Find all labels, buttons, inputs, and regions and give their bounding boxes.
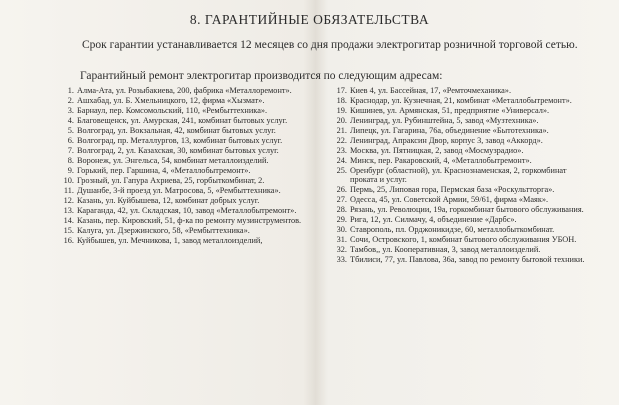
repair-addresses-heading: Гарантийный ремонт электрогитар производится по следующим адресам: [80, 70, 443, 82]
address-entry-number: 16. [63, 236, 74, 245]
address-entry [333, 116, 589, 125]
address-entry-number: 6. [67, 136, 74, 145]
address-entry-text: Оренбург (областной), ул. Краснознаменская, 2, горкомбинат проката и услуг. [350, 166, 567, 185]
address-entry [333, 215, 589, 224]
address-entry-text: Душанбе, 3-й проезд ул. Матросова, 5, «Рембыттехника». [77, 186, 281, 195]
address-entry [333, 185, 589, 194]
address-entry-number: 26. [336, 185, 347, 195]
address-entry [60, 206, 316, 215]
address-entry-text: Ленинград, ул. Рубинштейна, 5, завод «Музтехника». [350, 116, 539, 125]
address-entry-text: Ашхабад, ул. Б. Хмельницкого, 12, фирма «Хызмат». [77, 96, 265, 105]
address-entry-number: 30. [336, 225, 347, 235]
address-entry-text: Тамбов,, ул. Кооперативная, 3, завод металлоизделий. [350, 245, 541, 255]
address-entry [60, 106, 316, 115]
address-entry-text: Калуга, ул. Дзержинского, 58, «Рембыттехника». [77, 226, 250, 235]
address-entry-number: 20. [336, 116, 347, 125]
address-entry-number: 12. [63, 196, 74, 205]
address-entry-text: Тбилиси, 77, ул. Павлова, 36а, завод по ремонту бытовой техники. [350, 255, 585, 265]
address-entry [60, 196, 316, 205]
address-entry-text: Кишинев, ул. Армянская, 51, предприятие «Универсал». [350, 106, 550, 115]
address-entry-text: Киев 4, ул. Бассейная, 17, «Ремточмеханика». [350, 86, 512, 95]
address-entry [60, 156, 316, 165]
address-entry-number: 19. [336, 106, 347, 115]
address-entry-number: 18. [336, 96, 347, 105]
address-entry-number: 31. [336, 235, 347, 245]
address-entry-number: 13. [63, 206, 74, 215]
warranty-intro-paragraph: Срок гарантии устанавливается 12 месяцев со дня продажи электрогитар розничной торговой сетью. [82, 39, 578, 51]
address-entry-number: 5. [67, 126, 74, 135]
address-entry-number: 22. [336, 136, 347, 145]
address-entry [333, 225, 589, 234]
address-entry [333, 195, 589, 204]
address-entry [60, 86, 316, 95]
address-entry [333, 166, 589, 185]
address-entry-number: 1. [67, 86, 74, 95]
address-entry [60, 186, 316, 195]
address-entry [333, 255, 589, 264]
address-entry-number: 23. [336, 146, 347, 155]
address-entry-text: Благовещенск, ул. Амурская, 241, комбинат бытовых услуг. [77, 116, 288, 125]
address-entry-text: Пермь, 25, Липовая гора, Пермская база «Роскультторга». [350, 185, 555, 195]
address-entry-number: 17. [336, 86, 347, 95]
address-entry-number: 29. [336, 215, 347, 225]
address-entry-number: 21. [336, 126, 347, 135]
address-entry-text: Барнаул, пер. Комсомольский, 110, «Рембыттехника». [77, 106, 268, 115]
address-entry [333, 146, 589, 155]
address-entry [333, 136, 589, 145]
address-entry-text: Одесса, 45, ул. Советской Армии, 59/61, фирма «Маяк». [350, 195, 549, 205]
address-entry-text: Казань, пер. Кировский, 51, ф-ка по ремонту музинструментов. [77, 216, 302, 225]
address-entry-number: 10. [63, 176, 74, 185]
address-entry-text: Волгоград, 2, ул. Казахская, 30, комбинат бытовых услуг. [77, 146, 279, 155]
address-entry-text: Воронеж, ул. Энгельса, 54, комбинат металлоизделий. [77, 156, 269, 165]
address-entry-number: 9. [67, 166, 74, 175]
address-list-right-column [333, 86, 589, 265]
address-entry-text: Рязань, ул. Революции, 19а, горкомбинат бытового обслуживания. [350, 205, 584, 215]
section-title: 8. ГАРАНТИЙНЫЕ ОБЯЗАТЕЛЬСТВА [189, 12, 430, 27]
address-entry-text: Москва, ул. Пятницкая, 2, завод «Мосмузрадио». [350, 146, 524, 155]
address-entry [60, 126, 316, 135]
address-entry-text: Сочи, Островского, 1, комбинат бытового обслуживания УБОН. [350, 235, 577, 245]
address-entry [333, 96, 589, 105]
address-entry [60, 146, 316, 155]
address-entry-text: Куйбышев, ул. Мечникова, 1, завод металлоизделий, [77, 236, 263, 245]
address-entry-number: 33. [336, 255, 347, 265]
address-entry [333, 205, 589, 214]
address-list-left-column [60, 86, 316, 246]
address-entry-text: Ленинград, Апраксин Двор, корпус 3, завод «Аккорд». [350, 136, 543, 145]
address-entry-text: Волгоград, пр. Металлургов, 13, комбинат бытовых услуг. [77, 136, 283, 145]
address-entry-text: Волгоград, ул. Вокзальная, 42, комбинат бытовых услуг. [77, 126, 276, 135]
address-entry-number: 32. [336, 245, 347, 255]
address-entry-number: 24. [336, 156, 347, 165]
address-entry-number: 28. [336, 205, 347, 215]
address-entry-text: Липецк, ул. Гагарина, 76а, объединение «Бытотехника». [350, 126, 549, 135]
address-entry-text: Караганда, 42, ул. Складская, 10, завод «Металлобытремонт». [77, 206, 297, 215]
address-entry [60, 226, 316, 235]
address-entry-text: Ставрополь, пл. Орджоникидзе, 60, металлобыткомбинат. [350, 225, 555, 235]
address-entry [333, 235, 589, 244]
address-entry [333, 245, 589, 254]
address-entry-number: 4. [67, 116, 74, 125]
address-entry-number: 14. [63, 216, 74, 225]
address-entry [60, 216, 316, 225]
address-entry [60, 176, 316, 185]
address-entry-number: 27. [336, 195, 347, 205]
address-entry [60, 236, 316, 245]
address-entry [60, 96, 316, 105]
address-entry-text: Казань, ул. Куйбышева, 12, комбинат добрых услуг. [77, 196, 260, 205]
address-entry-number: 11. [63, 186, 74, 195]
address-entry-text: Горький, пер. Гаршина, 4, «Металлобытремонт». [77, 166, 251, 175]
address-entry [333, 126, 589, 135]
address-entry-text: Минск, пер. Ракаровский, 4, «Металлобытремонт». [350, 156, 532, 165]
address-entry-number: 15. [63, 226, 74, 235]
address-entry [333, 86, 589, 95]
address-entry [333, 106, 589, 115]
address-entry-text: Краснодар, ул. Кузнечная, 21, комбинат «Металлобытремонт». [350, 96, 572, 105]
address-entry [60, 116, 316, 125]
address-entry [60, 166, 316, 175]
address-entry-text: Алма-Ата, ул. Розыбакиева, 200, фабрика «Металлоремонт». [77, 86, 292, 95]
address-entry-text: Грозный, ул. Гапура Ахриева, 25, горбыткомбинат, 2. [77, 176, 265, 185]
address-entry-number: 2. [67, 96, 74, 105]
address-entry [60, 136, 316, 145]
address-entry-number: 25. [336, 166, 347, 175]
address-entry-number: 8. [67, 156, 74, 165]
address-entry-number: 3. [67, 106, 74, 115]
address-entry-text: Рига, 12, ул. Силмачу, 4, объединение «Дарбс». [350, 215, 517, 225]
address-entry-number: 7. [67, 146, 74, 155]
address-entry [333, 156, 589, 165]
